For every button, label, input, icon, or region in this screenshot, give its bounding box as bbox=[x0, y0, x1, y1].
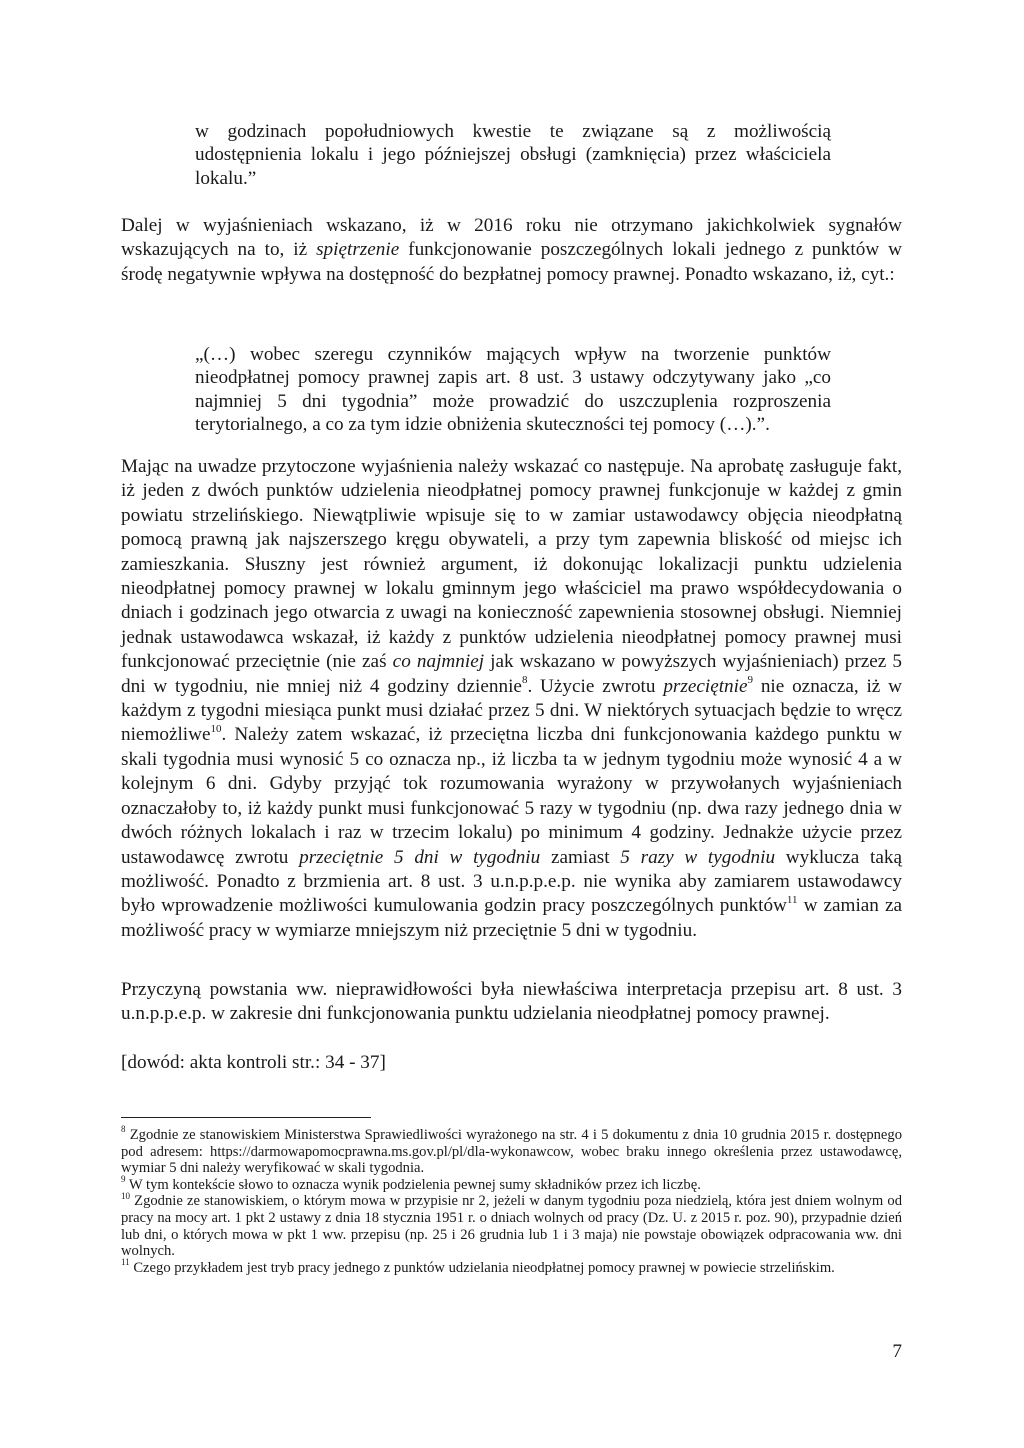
text-run: Mając na uwadze przytoczone wyjaśnienia należy wskazać co następuje. Na aprobatę zasługuje fakt, iż jeden z dwóch punktów udzielenia nieodpłatnej pomocy prawnej funkcjonuje w każdej z gmin powiatu strzelińskiego. Niewątpliwie wpisuje się to w zamiar ustawodawcy objęcia nieodpłatną pomocą prawną jak najszerszego kręgu obywateli, a przy tym zapewnia bliskość od miejsc ich zamieszkania. Słuszny jest również argument, iż dokonując lokalizacji punktu udzielenia nieodpłatnej pomocy prawnej w lokalu gminnym jego właściciel ma prawo współdecydowania o dniach i godzinach jego otwarcia z uwagi na konieczność zapewnienia stosownej obsługi. Niemniej jednak ustawodawca wskazał, iż każdy z punktów udzielenia nieodpłatnej pomocy prawnej musi funkcjonować przeciętnie (nie zaś bbox=[121, 456, 902, 673]
footnote-text: W tym kontekście słowo to oznacza wynik podzielenia pewnej sumy składników przez ich liczbę. bbox=[128, 1176, 701, 1193]
italic-term: przeciętnie bbox=[663, 675, 748, 697]
footnote-number: 10 bbox=[121, 1190, 130, 1201]
quotation-text: w godzinach popołudniowych kwestie te związane są z możliwością udostępnienia lokalu i jego późniejszej obsługi (zamknięcia) przez właściciela lokalu.” bbox=[195, 121, 831, 189]
footnote-ref-10[interactable]: 10 bbox=[210, 723, 222, 736]
paragraph-cause bbox=[121, 978, 902, 1027]
footnote-ref-9[interactable]: 9 bbox=[747, 674, 753, 687]
footnote-text: Zgodnie ze stanowiskiem, o którym mowa w przypisie nr 2, jeżeli w danym tygodniu poza niedzielą, która jest dniem wolnym od pracy na mocy art. 1 pkt 2 ustawy z dnia 18 stycznia 1951 r. o dniach wolnych od pracy (Dz. U. z 2015 r. poz. 90), przypadnie dzień lub dni, o których mowa w pkt 1 ww. przepisu (np. 25 i 26 grudnia lub 1 i 3 maja) nie powstaje obowiązek odpracowania ww. dni wolnych. bbox=[121, 1193, 902, 1260]
footnotes bbox=[121, 1124, 902, 1276]
text-run: wyklucza taką możliwość. Ponadto z brzmienia art. 8 ust. 3 u.n.p.p.e.p. nie wynika aby zamiarem ustawodawcy było wprowadzenie możliwości kumulowania godzin pracy poszczególnych punktów bbox=[121, 846, 902, 917]
footnote-number: 8 bbox=[121, 1124, 126, 1135]
paragraph-assessment bbox=[121, 455, 902, 943]
evidence-text: [dowód: akta kontroli str.: 34 - 37] bbox=[121, 1052, 386, 1073]
footnote-ref-8[interactable]: 8 bbox=[521, 674, 528, 687]
footnote-item bbox=[121, 1190, 902, 1260]
text-run: w zamian za możliwość pracy w wymiarze mniejszym niż przeciętnie 5 dni w tygodniu. bbox=[121, 895, 902, 941]
text-run: nie oznacza, iż w każdym z tygodni miesiąca punkt musi działać przez 5 dni. W niektórych sytuacjach będzie to wręcz niemożliwe bbox=[121, 675, 902, 746]
paragraph-text bbox=[121, 214, 902, 287]
footnote-separator bbox=[121, 1117, 371, 1118]
text-run: jak wskazano w powyższych wyjaśnieniach) przez 5 dni w tygodniu, nie mniej niż 4 godziny dziennie bbox=[121, 651, 902, 697]
quotation-text: „(…) wobec szeregu czynników mających wpływ na tworzenie punktów nieodpłatnej pomocy prawnej zapis art. 8 ust. 3 ustawy odczytywany jako „co najmniej 5 dni tygodnia” może prowadzić do uszczuplenia rozproszenia terytorialnego, a co za tym idzie obniżenia skuteczności tej pomocy (…).”. bbox=[195, 344, 831, 436]
paragraph-text: Przyczyną powstania ww. nieprawidłowości była niewłaściwa interpretacja przepisu art. 8 ust. 3 u.n.p.p.e.p. w zakresie dni funkcjonowania punktu udzielania nieodpłatnej pomocy prawnej. bbox=[121, 979, 902, 1025]
text-run: zamiast bbox=[540, 846, 621, 868]
text-run: Dalej w wyjaśnieniach wskazano, iż w 2016 roku nie otrzymano jakichkolwiek sygnałów wskazujących na to, iż bbox=[121, 215, 902, 261]
quotation bbox=[195, 343, 831, 437]
text-run: . Należy zatem wskazać, iż przeciętna liczba dni funkcjonowania każdego punktu w skali tygodnia musi wynosić 5 co oznacza np., iż liczba ta w jednym tygodniu może wynosić 4 a w kolejnym 6 dni. Gdyby przyjąć tok rozumowania wyrażony w przywołanych wyjaśnieniach oznaczałoby to, iż każdy punkt musi funkcjonować 5 razy w tygodniu (np. dwa razy jednego dnia w dwóch różnych lokalach i raz w trzecim lokalu) po minimum 4 godziny. Jednakże użycie przez ustawodawcę zwrotu bbox=[121, 724, 902, 868]
italic-term: spiętrzenie bbox=[316, 239, 400, 261]
footnote-item bbox=[121, 1124, 902, 1177]
italic-term: co najmniej bbox=[392, 651, 485, 673]
footnote-text: Czego przykładem jest tryb pracy jednego z punktów udzielania nieodpłatnej pomocy prawnej w powiecie strzelińskim. bbox=[133, 1259, 835, 1276]
paragraph-text bbox=[121, 455, 902, 943]
italic-term: przeciętnie 5 dni w tygodniu bbox=[299, 846, 541, 868]
footnote-ref-11[interactable]: 11 bbox=[786, 893, 798, 906]
footnote-number: 11 bbox=[121, 1256, 130, 1267]
footnote-item bbox=[121, 1173, 902, 1194]
text-run: . Użycie zwrotu bbox=[527, 675, 664, 697]
footnote-item bbox=[121, 1256, 902, 1277]
italic-term: 5 razy w tygodniu bbox=[620, 846, 776, 868]
paragraph-explanations bbox=[121, 214, 902, 287]
quotation-continued bbox=[195, 120, 831, 190]
footnote-number: 9 bbox=[121, 1173, 126, 1184]
evidence-reference bbox=[121, 1051, 902, 1075]
footnote-text: Zgodnie ze stanowiskiem Ministerstwa Sprawiedliwości wyrażonego na str. 4 i 5 dokumentu z dnia 10 grudnia 2015 r. dostępnego pod adresem: https://darmowapomocprawna.ms.gov.pl/pl/dla-wykonawcow, wobec braku innego określenia przez ustawodawcę, wymiar 5 dni należy weryfikować w skali tygodnia. bbox=[121, 1127, 902, 1177]
page-number: 7 bbox=[892, 1341, 902, 1362]
text-run: funkcjonowanie poszczególnych lokali jednego z punktów w środę negatywnie wpływa na dostępność do bezpłatnej pomocy prawnej. Ponadto wskazano, iż, cyt.: bbox=[121, 239, 902, 285]
